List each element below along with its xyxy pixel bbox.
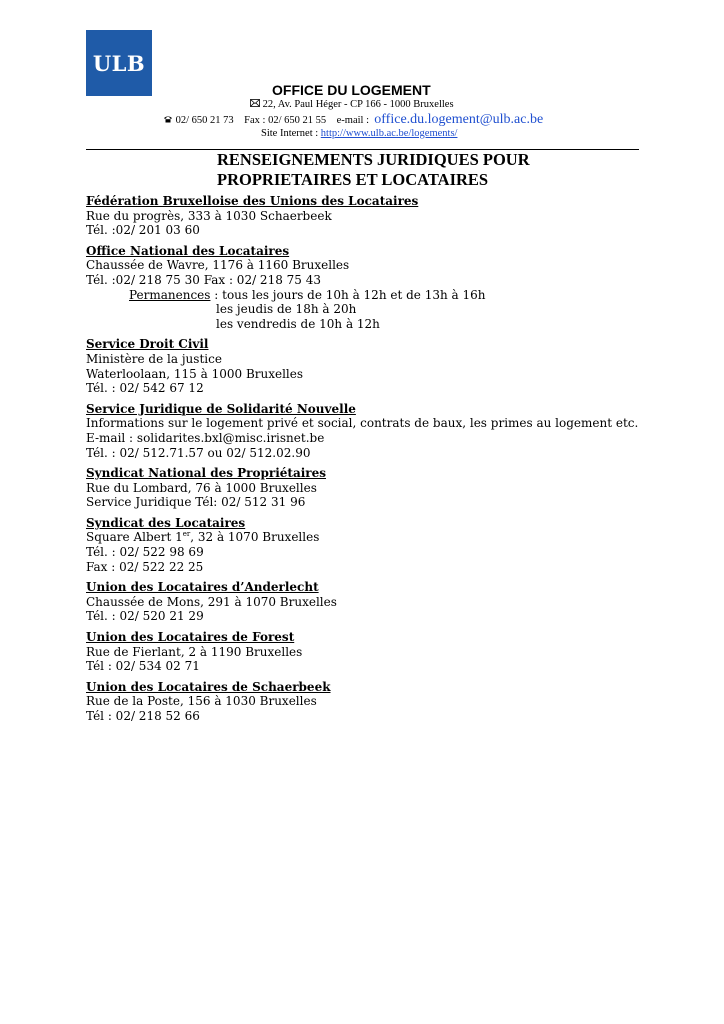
address-text: 22, Av. Paul Héger - CP 166 - 1000 Bruxelles bbox=[262, 99, 454, 110]
entry-phone: Service Juridique Tél: 02/ 512 31 96 bbox=[86, 495, 306, 510]
entry-fax: Fax : 02/ 522 22 25 bbox=[86, 559, 204, 574]
contact-line bbox=[163, 112, 543, 128]
ulb-logo bbox=[86, 30, 152, 96]
entry-name: Syndicat des Locataires bbox=[86, 515, 246, 530]
entry-address: Rue du progrès, 333 à 1030 Schaerbeek bbox=[86, 208, 332, 223]
entry-name: Syndicat National des Propriétaires bbox=[86, 466, 327, 481]
entry-service-droit-civil bbox=[86, 337, 706, 395]
entry-address: Chaussée de Wavre, 1176 à 1160 Bruxelles bbox=[86, 258, 350, 273]
website-link[interactable]: http://www.ulb.ac.be/logements/ bbox=[320, 128, 458, 139]
entry-phone: Tél. : 02/ 512.71.57 ou 02/ 512.02.90 bbox=[86, 445, 311, 460]
telephone-icon bbox=[163, 115, 173, 126]
entry-description: Informations sur le logement privé et social, contrats de baux, les primes au logement etc. bbox=[86, 416, 639, 431]
address-superscript: er bbox=[182, 530, 191, 539]
entry-phone: Tél. :02/ 218 75 30 Fax : 02/ 218 75 43 bbox=[86, 272, 322, 287]
entry-name: Office National des Locataires bbox=[86, 243, 290, 258]
address-part: , 32 à 1070 Bruxelles bbox=[190, 530, 320, 545]
entry-phone: Tél. : 02/ 542 67 12 bbox=[86, 381, 204, 396]
entry-syndicat-proprietaires bbox=[86, 466, 706, 510]
title-line-1: RENSEIGNEMENTS JURIDIQUES POUR bbox=[217, 150, 530, 169]
entry-name: Union des Locataires d’Anderlecht bbox=[86, 580, 319, 595]
entry-union-forest bbox=[86, 630, 706, 674]
title-line-2: PROPRIETAIRES ET LOCATAIRES bbox=[217, 170, 489, 189]
contact-list bbox=[86, 194, 706, 730]
logo-text: ULB bbox=[92, 50, 146, 76]
hours-line-1: : tous les jours de 10h à 12h et de 13h à 16h bbox=[210, 287, 486, 302]
entry-phone: Tél. : 02/ 520 21 29 bbox=[86, 609, 204, 624]
hours-line-3: les vendredis de 10h à 12h bbox=[216, 316, 380, 331]
entry-address: Rue du Lombard, 76 à 1000 Bruxelles bbox=[86, 480, 317, 495]
entry-name: Union des Locataires de Forest bbox=[86, 630, 295, 645]
entry-email: E-mail : solidarites.bxl@misc.irisnet.be bbox=[86, 430, 325, 445]
entry-hours bbox=[86, 288, 706, 303]
entry-phone: Tél. : 02/ 522 98 69 bbox=[86, 545, 204, 560]
website-line bbox=[261, 128, 457, 139]
fax-number: Fax : 02/ 650 21 55 bbox=[244, 115, 327, 126]
hours-label: Permanences bbox=[129, 287, 211, 302]
entry-syndicat-locataires bbox=[86, 516, 706, 574]
entry-name: Service Droit Civil bbox=[86, 337, 209, 352]
entry-address: Chaussée de Mons, 291 à 1070 Bruxelles bbox=[86, 594, 337, 609]
entry-name: Service Juridique de Solidarité Nouvelle bbox=[86, 401, 356, 416]
document-title bbox=[217, 150, 530, 190]
office-title: OFFICE DU LOGEMENT bbox=[272, 82, 431, 98]
entry-solidarite-nouvelle bbox=[86, 402, 706, 460]
hours-line-2: les jeudis de 18h à 20h bbox=[216, 302, 357, 317]
address-line bbox=[250, 99, 454, 110]
entry-address: Rue de la Poste, 156 à 1030 Bruxelles bbox=[86, 694, 317, 709]
phone-number: 02/ 650 21 73 bbox=[175, 115, 234, 126]
entry-address bbox=[86, 530, 706, 545]
email-link[interactable]: office.du.logement@ulb.ac.be bbox=[374, 112, 544, 127]
entry-phone: Tél : 02/ 218 52 66 bbox=[86, 709, 200, 723]
entry-union-schaerbeek bbox=[86, 680, 706, 724]
entry-union-anderlecht bbox=[86, 580, 706, 624]
entry-phone: Tél : 02/ 534 02 71 bbox=[86, 659, 200, 674]
entry-phone: Tél. :02/ 201 03 60 bbox=[86, 223, 200, 238]
entry-name: Union des Locataires de Schaerbeek bbox=[86, 679, 331, 694]
entry-address: Rue de Fierlant, 2 à 1190 Bruxelles bbox=[86, 644, 303, 659]
envelope-icon bbox=[250, 99, 260, 110]
address-part: Square Albert 1 bbox=[86, 530, 183, 545]
email-label: e-mail : bbox=[336, 115, 370, 126]
entry-name: Fédération Bruxelloise des Unions des Locataires bbox=[86, 194, 419, 208]
entry-address: Waterloolaan, 115 à 1000 Bruxelles bbox=[86, 366, 304, 381]
entry-office-national bbox=[86, 244, 706, 332]
website-label: Site Internet : bbox=[261, 128, 319, 139]
entry-federation-bruxelloise bbox=[86, 194, 706, 238]
entry-organisation: Ministère de la justice bbox=[86, 351, 222, 366]
